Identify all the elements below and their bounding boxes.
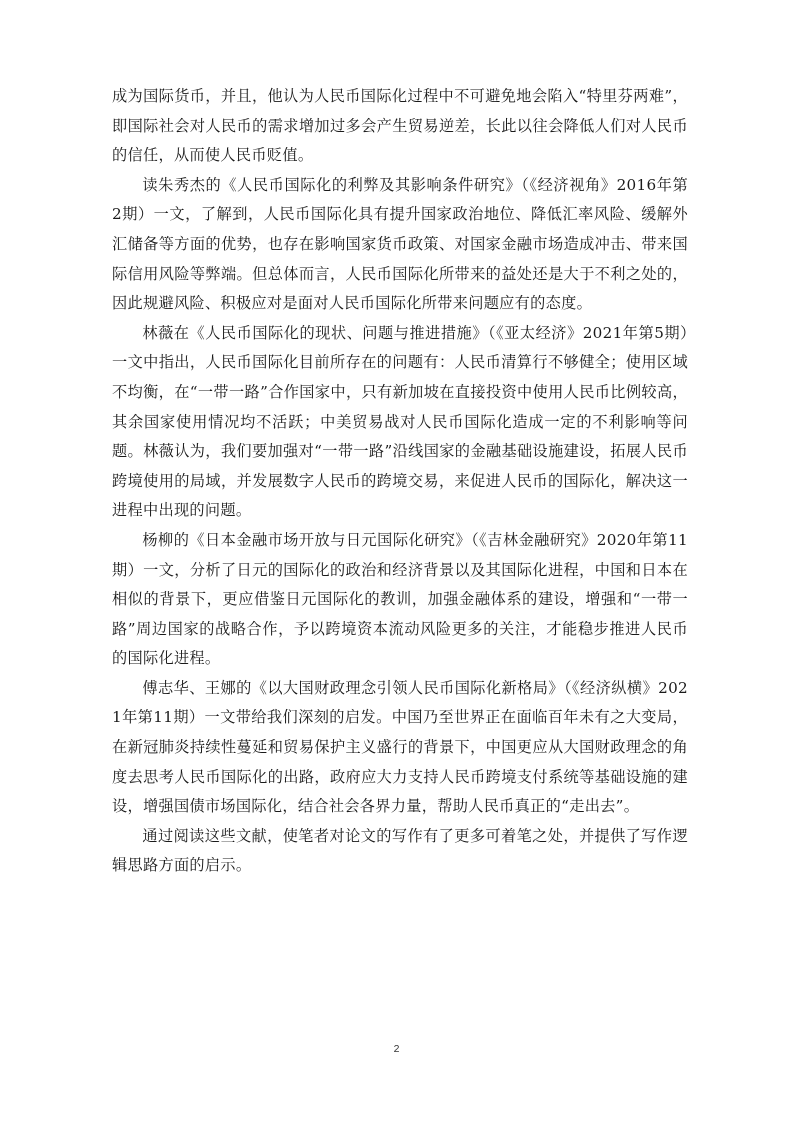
paragraph-continuation: 成为国际货币，并且，他认为人民币国际化过程中不可避免地会陷入“特里芬两难”，即国际社会对人民币的需求增加过多会产生贸易逆差，长此以往会降低人们对人民币的信任，从而使人民币贬值。 <box>112 87 688 165</box>
document-body <box>112 82 688 881</box>
paragraph-summary: 通过阅读这些文献，使笔者对论文的写作有了更多可着笔之处，并提供了写作逻辑思路方面的启示。 <box>112 826 688 875</box>
paragraph-yang-liu-review: 杨柳的《日本金融市场开放与日元国际化研究》（《吉林金融研究》2020年第11期）一文，分析了日元的国际化的政治和经济背景以及其国际化进程，中国和日本在相似的背景下，更应借鉴日元国际化的教训，加强金融体系的建设，增强和“一带一路”周边国家的战略合作，予以跨境资本流动风险更多的关注，才能稳步推进人民币的国际化进程。 <box>112 530 688 668</box>
paragraph-lin-wei-review: 林薇在《人民币国际化的现状、问题与推进措施》（《亚太经济》2021年第5期）一文中指出，人民币国际化目前所存在的问题有：人民币清算行不够健全；使用区域不均衡，在“一带一路”合作国家中，只有新加坡在直接投资中使用人民币比例较高，其余国家使用情况均不活跃；中美贸易战对人民币国际化造成一定的不利影响等问题。林薇认为，我们要加强对“一带一路”沿线国家的金融基础设施建设，拓展人民币跨境使用的局域，并发展数字人民币的跨境交易，来促进人民币的国际化，解决这一进程中出现的问题。 <box>112 323 688 520</box>
paragraph-fu-zhihua-review: 傅志华、王娜的《以大国财政理念引领人民币国际化新格局》（《经济纵横》2021年第11期）一文带给我们深刻的启发。中国乃至世界正在面临百年未有之大变局，在新冠肺炎持续性蔓延和贸易保护主义盛行的背景下，中国更应从大国财政理念的角度去思考人民币国际化的出路，政府应大力支持人民币跨境支付系统等基础设施的建设，增强国债市场国际化，结合社会各界力量，帮助人民币真正的“走出去”。 <box>112 678 688 816</box>
page-number: 2 <box>393 1043 400 1055</box>
paragraph-zhu-xiujie-review: 读朱秀杰的《人民币国际化的利弊及其影响条件研究》（《经济视角》2016年第2期）一文，了解到，人民币国际化具有提升国家政治地位、降低汇率风险、缓解外汇储备等方面的优势，也存在影响国家货币政策、对国家金融市场造成冲击、带来国际信用风险等弊端。但总体而言，人民币国际化所带来的益处还是大于不利之处的，因此规避风险、积极应对是面对人民币国际化所带来问题应有的态度。 <box>112 175 688 313</box>
